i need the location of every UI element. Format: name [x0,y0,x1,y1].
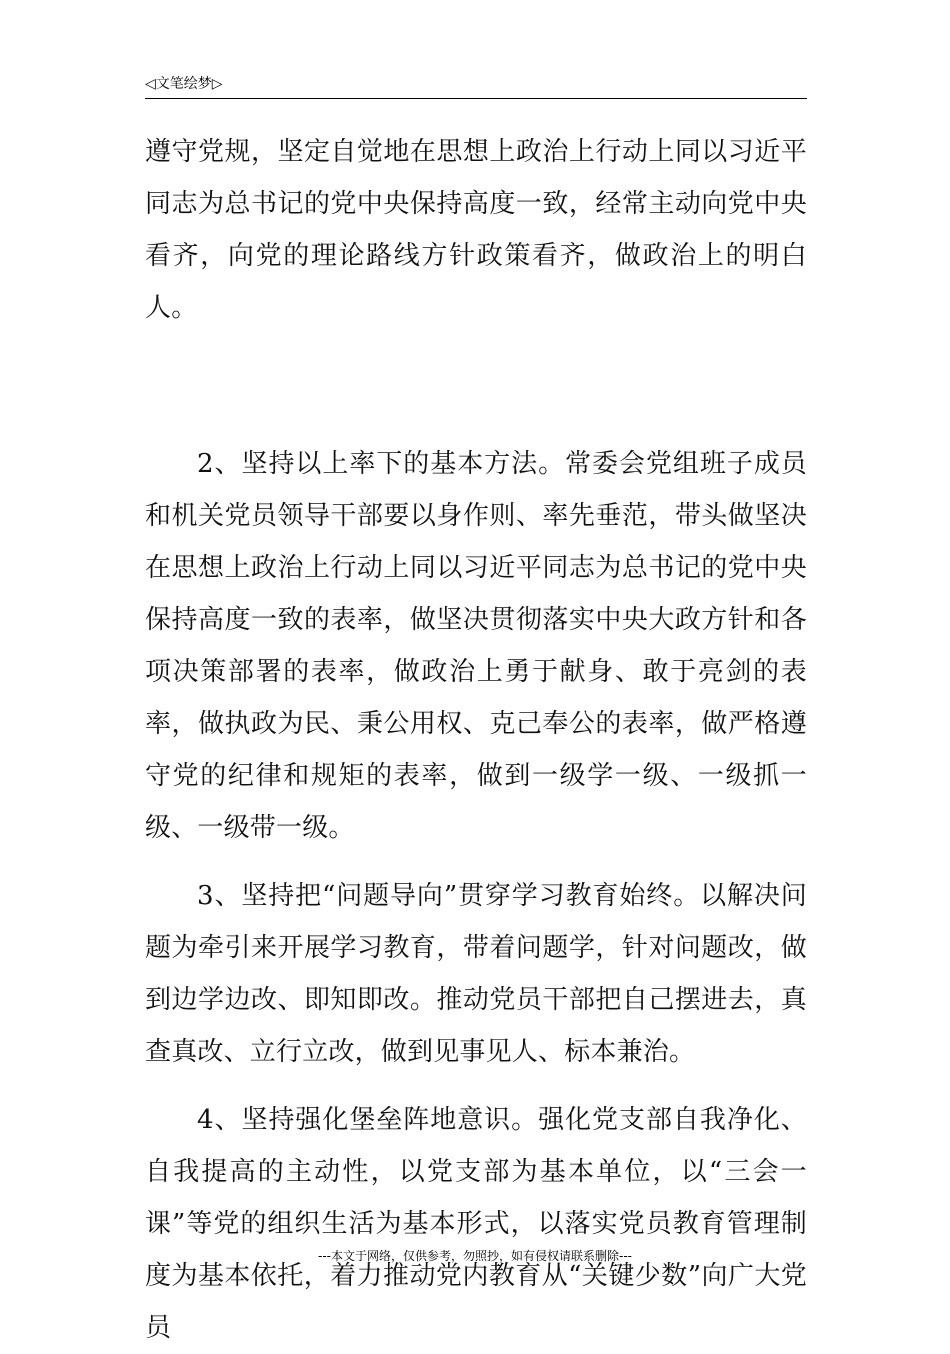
paragraph-spacer [145,1078,807,1094]
paragraph-continuation: 遵守党规，坚定自觉地在思想上政治上行动上同以习近平同志为总书记的党中央保持高度一致，经常主动向党中央看齐，向党的理论路线方针政策看齐，做政治上的明白人。 [145,137,807,323]
paragraph-item-2: 2、坚持以上率下的基本方法。常委会党组班子成员和机关党员领导干部要以身作则、率先垂范，带头做坚决在思想上政治上行动上同以习近平同志为总书记的党中央保持高度一致的表率，做坚决贯彻落实中央大政方针和各项决策部署的表率，做政治上勇于献身、敢于亮剑的表率，做执政为民、秉公用权、克己奉公的表率，做严格遵守党的纪律和规矩的表率，做到一级学一级、一级抓一级、一级带一级。 [145,449,807,843]
paragraph-item-3: 3、坚持把“问题导向”贯穿学习教育始终。以解决问题为牵引来开展学习教育，带着问题学，针对问题改，做到边学边改、即知即改。推动党员干部把自己摆进去，真查真改、立行立改，做到见事见人、标本兼治。 [145,881,807,1067]
paragraph-spacer [145,854,807,870]
page-header [145,72,807,99]
page-footer: ---本文于网络，仅供参考，勿照抄，如有侵权请联系删除--- [318,1249,632,1263]
paragraph-spacer [145,334,807,438]
paragraph-item-4: 4、坚持强化堡垒阵地意识。强化党支部自我净化、自我提高的主动性，以党支部为基本单位，以“三会一课”等党的组织生活为基本形式，以落实党员教育管理制度为基本依托，着力推动党内教育从“关键少数”向广大党员 [145,1105,807,1343]
header-title: ◁文笔绘梦▷ [145,76,223,92]
document-body [145,126,807,1354]
